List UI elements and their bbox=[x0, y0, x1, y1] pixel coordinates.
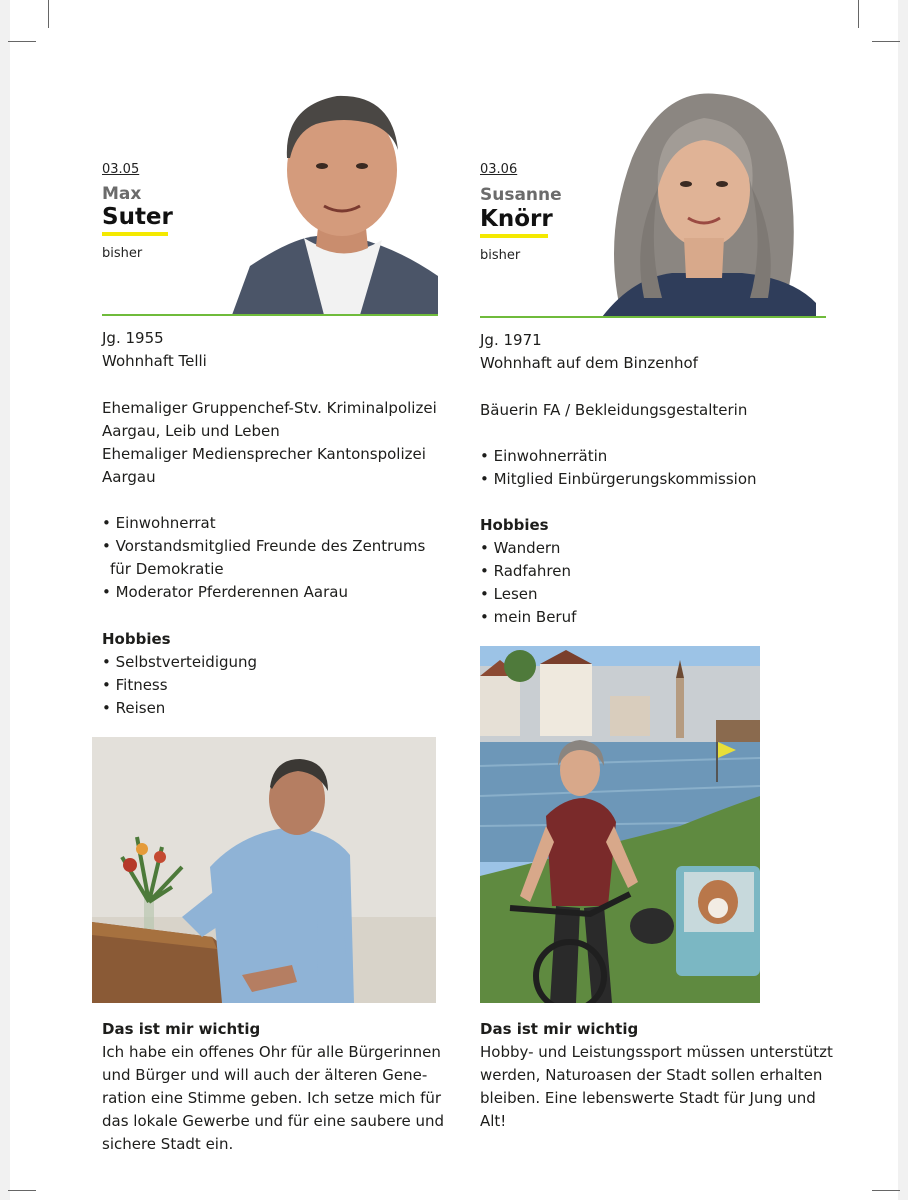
important-line: das lokale Gewerbe und für eine saubere und bbox=[102, 1112, 445, 1130]
crop-mark bbox=[872, 41, 900, 42]
profession-line: Aargau, Leib und Leben bbox=[102, 422, 280, 440]
candidate-first-name: Max bbox=[102, 184, 142, 204]
speech-photo-max-suter bbox=[92, 737, 436, 1003]
role-item: • Einwohnerrat bbox=[102, 514, 216, 532]
role-item: für Demokratie bbox=[110, 560, 224, 578]
important-line: Hobby- und Leistungssport müssen unterstützt bbox=[480, 1043, 833, 1061]
important-heading: Das ist mir wichtig bbox=[480, 1020, 639, 1038]
hobbies-heading: Hobbies bbox=[102, 630, 171, 648]
document-page bbox=[10, 0, 898, 1200]
candidate-first-name: Susanne bbox=[480, 185, 562, 205]
candidate-list-number: 03.05 bbox=[102, 162, 140, 177]
green-divider bbox=[480, 316, 826, 318]
portrait-photo-max-suter bbox=[232, 88, 438, 315]
portrait-photo-susanne-knoerr bbox=[592, 88, 816, 317]
profession-line: Aargau bbox=[102, 468, 156, 486]
crop-mark bbox=[858, 0, 859, 28]
hobby-item: • Lesen bbox=[480, 585, 538, 603]
crop-mark bbox=[8, 1190, 36, 1191]
hobby-item: • Fitness bbox=[102, 676, 168, 694]
hobby-item: • mein Beruf bbox=[480, 608, 577, 626]
crop-mark bbox=[48, 0, 49, 28]
role-item: • Vorstandsmitglied Freunde des Zentrums bbox=[102, 537, 426, 555]
candidate-last-name: Suter bbox=[102, 204, 173, 230]
crop-mark bbox=[872, 1190, 900, 1191]
hobby-item: • Wandern bbox=[480, 539, 561, 557]
role-item: • Moderator Pferderennen Aarau bbox=[102, 583, 348, 601]
birth-year: Jg. 1955 bbox=[102, 329, 164, 347]
candidate-list-number: 03.06 bbox=[480, 162, 518, 177]
role-item: • Einwohnerrätin bbox=[480, 447, 608, 465]
green-divider bbox=[102, 314, 438, 316]
important-heading: Das ist mir wichtig bbox=[102, 1020, 261, 1038]
important-line: werden, Naturoasen der Stadt sollen erhalten bbox=[480, 1066, 823, 1084]
important-line: bleiben. Eine lebenswerte Stadt für Jung und bbox=[480, 1089, 816, 1107]
hobby-item: • Reisen bbox=[102, 699, 166, 717]
profession-line: Ehemaliger Mediensprecher Kantonspolizei bbox=[102, 445, 426, 463]
role-item: • Mitglied Einbürgerungskommission bbox=[480, 470, 757, 488]
name-highlight-bar bbox=[480, 234, 548, 238]
hobby-item: • Radfahren bbox=[480, 562, 571, 580]
crop-mark bbox=[8, 41, 36, 42]
profession-line: Ehemaliger Gruppenchef-Stv. Kriminalpolizei bbox=[102, 399, 437, 417]
profession-line: Bäuerin FA / Bekleidungsgestalterin bbox=[480, 401, 748, 419]
hobbies-heading: Hobbies bbox=[480, 516, 549, 534]
important-line: sichere Stadt ein. bbox=[102, 1135, 234, 1153]
bicycle-photo-susanne-knoerr bbox=[480, 646, 760, 1003]
birth-year: Jg. 1971 bbox=[480, 331, 542, 349]
important-line: Ich habe ein offenes Ohr für alle Bürgerinnen bbox=[102, 1043, 441, 1061]
hobby-item: • Selbstverteidigung bbox=[102, 653, 258, 671]
residence: Wohnhaft Telli bbox=[102, 352, 207, 370]
candidate-last-name: Knörr bbox=[480, 206, 553, 232]
important-line: Alt! bbox=[480, 1112, 507, 1130]
residence: Wohnhaft auf dem Binzenhof bbox=[480, 354, 698, 372]
important-line: und Bürger und will auch der älteren Gene- bbox=[102, 1066, 428, 1084]
important-line: ration eine Stimme geben. Ich setze mich für bbox=[102, 1089, 442, 1107]
candidate-status: bisher bbox=[480, 248, 521, 263]
name-highlight-bar bbox=[102, 232, 168, 236]
candidate-status: bisher bbox=[102, 246, 143, 261]
